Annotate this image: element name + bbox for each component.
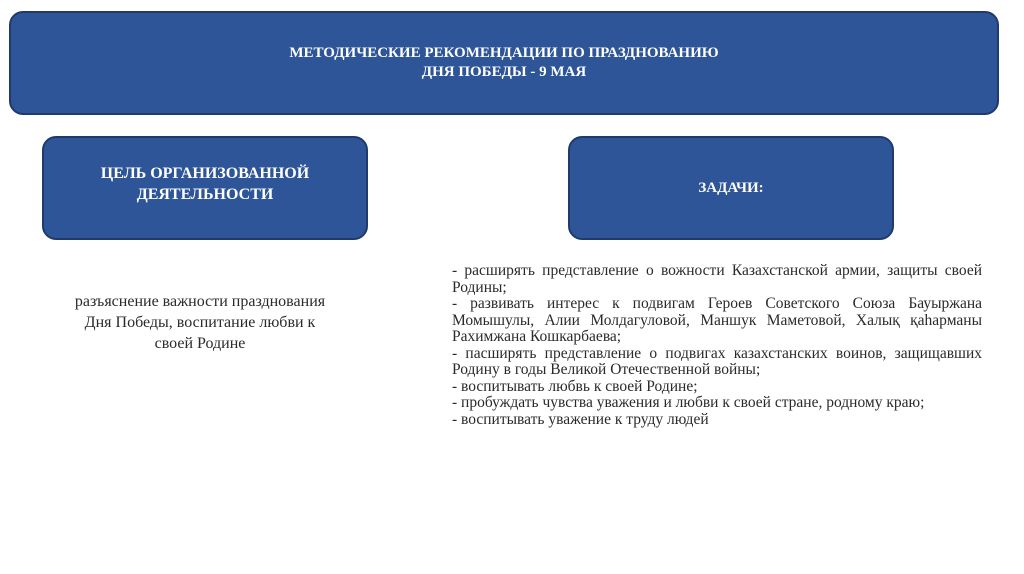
goal-text-line-3: своей Родине [154,335,246,352]
task-item: - расширять представление о вожности Казахстанской армии, защиты своей Родины; [452,262,982,296]
title-banner [9,11,999,115]
goal-label-line-1: ЦЕЛЬ ОРГАНИЗОВАННОЙ [100,165,310,182]
title-line-1: МЕТОДИЧЕСКИЕ РЕКОМЕНДАЦИИ ПО ПРАЗДНОВАНИЮ [289,45,719,61]
task-item: - пасширять представление о подвигах казахстанских воинов, защищавших Родину в годы Великой Отечественной войны; [452,344,982,378]
tasks-list [452,263,982,428]
goal-text-line-1: разъяснение важности празднования [74,293,326,310]
task-item: - пробуждать чувства уважения и любви к своей стране, родному краю; [452,394,925,411]
goal-label-line-2: ДЕЯТЕЛЬНОСТИ [136,186,274,203]
title-line-2: ДНЯ ПОБЕДЫ - 9 МАЯ [421,64,587,80]
tasks-box [568,136,894,240]
task-item: - воспитывать уважение к труду людей [452,410,709,428]
goal-description [30,291,370,354]
task-item: - воспитывать любвь к своей Родине; [452,377,698,395]
tasks-label: ЗАДАЧИ: [698,179,764,196]
goal-box [42,136,368,240]
goal-text-line-2: Дня Победы, воспитание любви к [84,314,316,331]
task-item: - развивать интерес к подвигам Героев Советского Союза Бауыржана Момышулы, Алии Молдагуловой, Маншук Маметовой, Халық қаһарманы Рахимжана Кошкарбаева; [452,295,982,345]
